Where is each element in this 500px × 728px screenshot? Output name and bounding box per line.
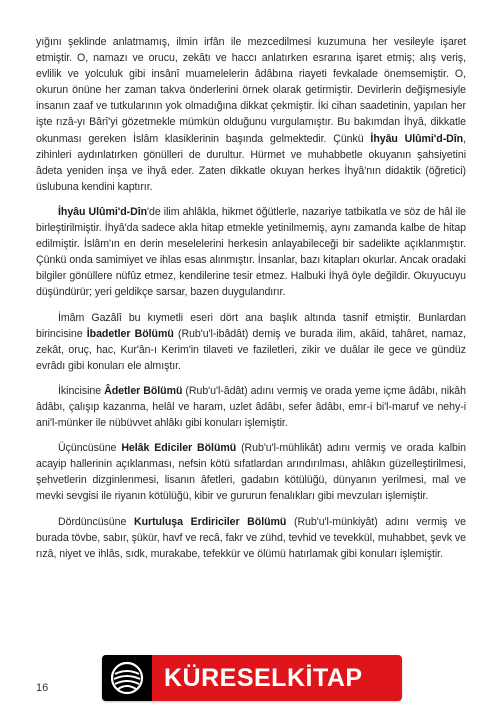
paragraph xyxy=(36,514,466,562)
text-run: 'de ilim ahlâkla, hikmet öğütlerle, nazariye tatbikatla ve söz de hâl ile birleştirilmiştir. İhyâ'da sadece akla hitap etmekle yetinilmemiş, aynı zamanda kalbe de hitap edilmiştir. İslâm'ın en derin meselelerini herkesin anlayabileceği bir sadelikte açıklanmıştır. Çünkü onda samimiyet ve ihlas esas alınmıştır. İnsanlar, bazı kitapları okurlar. Ancak oradaki bilgiler gönüllere nüfûz etmez, kendilerine tesir etmez. Halbuki İhyâ öyle değildir. Okuyucuyu düşündürür; yeri geldikçe sarsar, bazen duygulandırır. xyxy=(36,205,466,299)
bold-term: İhyâu Ulûmi'd-Dîn xyxy=(370,132,464,145)
text-run: Üçüncüsüne xyxy=(58,442,122,455)
bold-term: Kurtuluşa Erdiriciler Bölümü xyxy=(133,515,287,528)
text-run: (Rub'u'l-ibâdât) demiş ve burada ilim, akâid, tahâret, namaz, zekât, oruç, hac, Kur'ân-ı Kerim'in tilaveti ve faziletleri, zikir ve duâlar ile gece ve gündüz evrâdı gibi konuları ele almıştır. xyxy=(36,327,466,372)
paragraph xyxy=(36,204,466,301)
paragraph xyxy=(36,440,466,504)
text-run: (Rub'u'l-mühlikât) adını vermiş ve orada kalbin acayip hallerinin açıklanması, nefsin kötü sıfatlardan arındırılması, ahlâkın güzelleştirilmesi, şehvetlerin dizginlenmesi, lisanın âfetleri, gadabın kötülüğü, dünyanın yerilmesi, mal ve mevki sevgisi ile riyanın kötülüğü, kibir ve gururun fenalıkları gibi mevzuları işlemiştir. xyxy=(36,442,466,503)
globe-icon xyxy=(102,655,152,701)
page-body xyxy=(36,34,466,562)
bold-term: İhyâu Ulûmi'd-Dîn xyxy=(58,205,148,218)
paragraph xyxy=(36,34,466,195)
text-run: , zihinleri aydınlatırken gönülleri de durultur. Hürmet ve muhabbetle okuyanın şahsiyetini âdeta yeniden inşa ve ihyâ eder. Zaten dikkatle okuyan herkes İhyâ'nın didaktik (öğretici) üslubuna kendini kaptırır. xyxy=(36,132,466,193)
text-run: Dördüncüsüne xyxy=(58,515,134,528)
watermark-logo xyxy=(102,655,402,701)
text-run: (Rub'u'l-âdât) adını vermiş ve orada yeme içme âdâbı, nikâh âdâbı, çalışıp kazanma, helâl ve haram, uzlet âdâbı, sefer âdâbı, emr-i bi'l-maruf ve nehy-i ani'l-münker ile nübüvvet ahlâkı gibi konuları işlemiştir. xyxy=(36,384,466,430)
text-run: İkincisine xyxy=(58,384,105,397)
text-run: (Rub'u'l-münkiyât) adını vermiş ve burada tövbe, sabır, şükür, havf ve recâ, fakr ve zühd, tevhid ve tevekkül, muhabbet, şevk ve rızâ, niyet ve ihlâs, sıdk, murakabe, tefekkür ve ölümü hatırlamak gibi konuları işlemiştir. xyxy=(36,515,467,560)
bold-term: Âdetler Bölümü xyxy=(104,384,183,397)
page-number: 16 xyxy=(36,682,49,694)
text-run: İmâm Gazâlî bu kıymetli eseri dört ana başlık altında tasnif etmiştir. Bunlardan birincisine xyxy=(36,311,466,340)
paragraph xyxy=(36,310,466,374)
text-run: yığını şeklinde anlatmamış, ilmin irfân ile mezcedilmesi kuzumuna her vesileyle işaret etmiştir. O, namazı ve orucu, zekâtı ve haccı anlatırken esrarına işaret etmiş; alış veriş, evlilik ve yolculuk gibi insânî muamelelerin âdâbına riayeti fevkalade önemsemiştir. O, okurun önüne her zaman takva önderlerini örnek olarak getirmiştir. Devirlerin değişmesiyle insanın zaaf ve tutkularının yok olmadığına dikkat çekmiştir. İki cihan saadetinin, yapılan her işte rızâ-yı Bârî'yi gözetmekle mümkün olduğunu vurgulamıştır. Bu bakımdan İhyâ, dikkatle okunması gereken İslâm klasiklerinin başında gelmektedir. Çünkü xyxy=(36,36,466,145)
bold-term: Helâk Ediciler Bölümü xyxy=(121,442,237,455)
watermark-text: KÜRESELKİTAP xyxy=(164,663,363,692)
bold-term: İbadetler Bölümü xyxy=(86,327,174,340)
paragraph xyxy=(36,383,466,431)
